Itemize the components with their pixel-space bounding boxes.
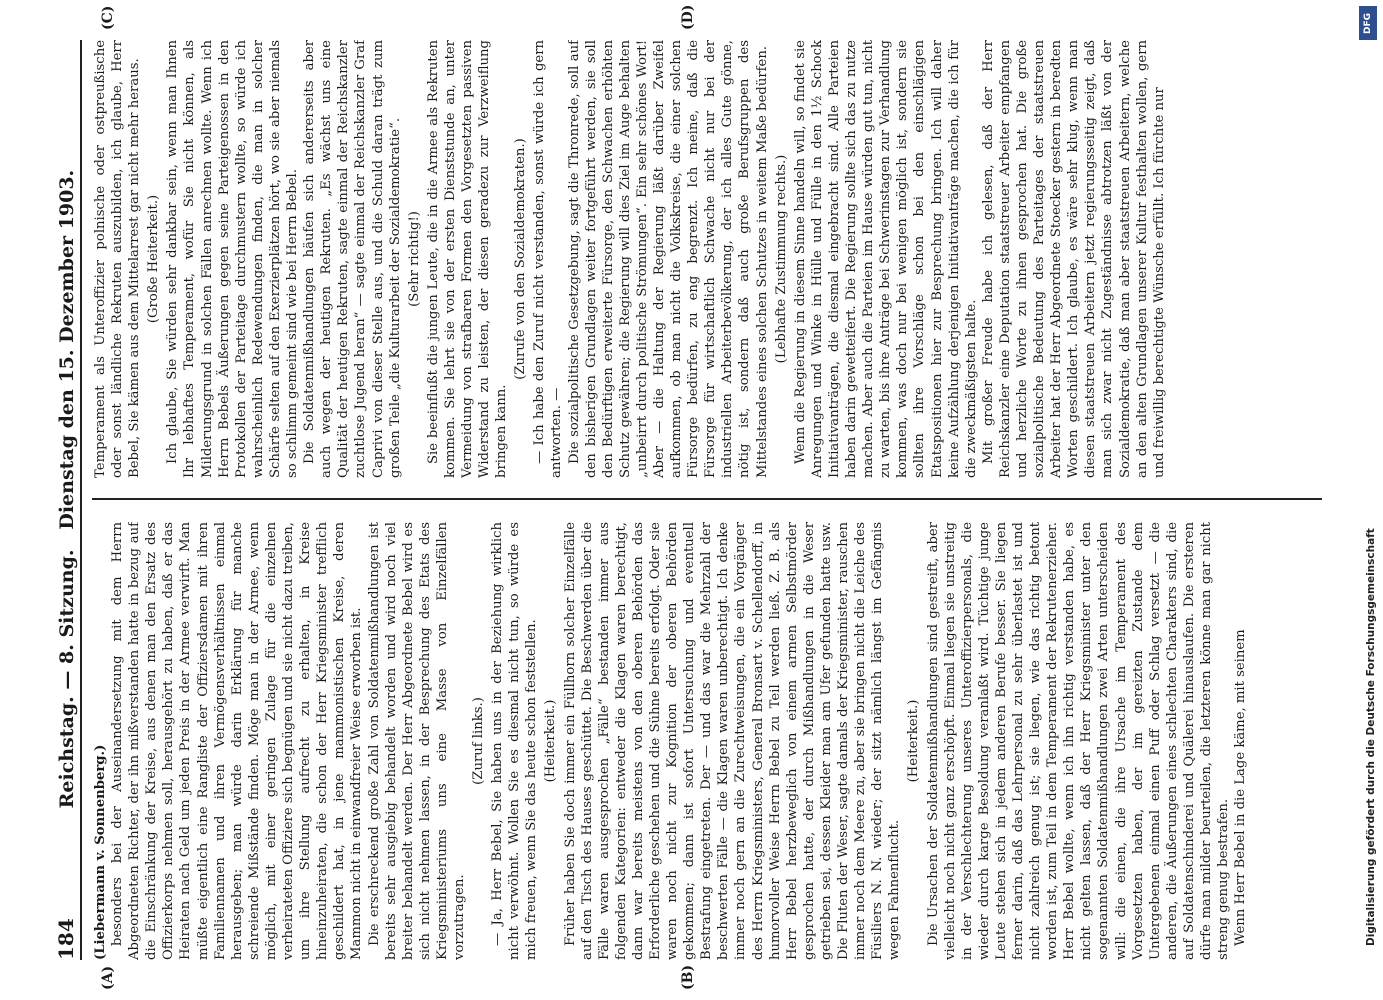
dfg-logo-stamp: DFG	[1359, 6, 1377, 40]
margin-mark-b: (B)	[680, 964, 696, 990]
paragraph: Ich glaube, Sie würden sehr dankbar sein, wenn man Ihnen Ihr lebhaftes Temperament, wofür Sie nicht können, als Milderungsgrund in solchen Fällen anrechnen wollte. Wenn ich Herrn Bebels Äußerungen gegen seine Parteigenossen in den Protokollen der Parteitage durchmustern wollte, so würde ich wahrscheinlich Redewendungen finden, die man in solcher Schärfe selten auf den Exerzierplätzen hört, wo sie aber niemals so schlimm gemeint sind wie bei Herrn Bebel.	[165, 40, 301, 478]
header-session: — 8. Sitzung.	[56, 549, 78, 690]
margin-mark-c: (C)	[100, 5, 116, 30]
paragraph: — Ja, Herr Bebel, Sie haben uns in der Beziehung wirklich nicht verwöhnt. Wollen Sie es diesmal nicht tun, so würde es mich freuen, wenn Sie das heute schon feststellen.	[490, 522, 540, 960]
paragraph: — Ich habe den Zuruf nicht verstanden, sonst würde ich gern antworten. —	[532, 40, 565, 478]
speaker-name: (Liebermann v. Sonnenberg.)	[93, 744, 108, 960]
margin-mark-a: (A)	[100, 965, 116, 990]
right-text-column	[92, 40, 1322, 478]
interjection: (Zuruf links.)	[471, 697, 487, 785]
paragraph: Die sozialpolitische Gesetzgebung, sagt die Thronrede, soll auf den bisherigen Grundlagen weiter fortgeführt werden, sie soll den Bedürftigen erweiterte Fürsorge, den Schwachen erhöhten Schutz gewähren; die Regierung will dies Ziel im Auge behalten „unbeirrt durch politische Strömungen“. Ein sehr schönes Wort! Aber — die Haltung der Regierung läßt darüber Zweifel aufkommen, ob man nicht die Volkskreise, die einer solchen Fürsorge bedürfen, zu eng begrenzt. Ich meine, daß die Fürsorge für wirtschaftlich Schwache nicht nur bei der industriellen Arbeiterbevölkerung, der ich alles Gute gönne, nötig ist, sondern daß auch große Berufsgruppen des Mittelstandes eines solchen Schutzes in weitem Maße bedürfen.	[566, 40, 770, 478]
paragraph: Die erschreckend große Zahl von Soldatenmißhandlungen ist bereits sehr ausgiebig behandelt worden und wird noch viel breiter behandelt werden. Der Herr Abgeordnete Bebel wird es sich nicht nehmen lassen, in der Besprechung des Etats des Kriegsministeriums uns eine Masse von Einzelfällen vorzutragen.	[366, 522, 467, 960]
header-date: Dienstag den 15. Dezember 1903.	[56, 169, 78, 530]
paragraph: Die Soldatenmißhandlungen häufen sich andererseits aber auch wegen der heutigen Rekruten. „Es wächst uns eine Qualität der heutigen Rekruten, sagte einmal der Reichskanzler zuchtlose Jugend heran“ — sagte einmal der Reichskanzler Graf Caprivi von dieser Stelle aus, und die Schuld daran trägt zum großen Teile „die Kulturarbeit der Sozialdemokratie“.	[302, 40, 403, 478]
paragraph: Temperament als Unteroffizier polnische oder ostpreußische oder sonst ländliche Rekruten auszubilden, ich glaube, Herr Bebel, Sie kämen aus dem Mittelarrest gar nicht mehr heraus.	[93, 40, 143, 478]
rotated-page-content	[40, 4, 1330, 990]
interjection: (Heiterkeit.)	[543, 699, 559, 783]
margin-mark-d: (D)	[680, 4, 696, 30]
page-number: 184	[54, 918, 78, 960]
header-title	[56, 170, 78, 809]
left-text-column	[92, 522, 1322, 960]
document-page	[40, 4, 1330, 990]
interjection: (Lebhafte Zustimmung rechts.)	[773, 154, 789, 364]
page-header	[40, 40, 82, 960]
paragraph: besonders bei der Auseinandersetzung mit dem Herrn Abgeordneten Richter, der ihn mißverstanden hatte in bezug auf die Einschränkung der Kreise, aus denen man den Ersatz des Offizierkorps nehmen soll, herausgehört zu haben, daß er das Heiraten nach Geld um jeden Preis in der Armee verwirft. Man müßte eigentlich eine Rangliste der Offiziersdamen mit ihren Familiennamen und ihren Vermögensverhältnissen einmal herausgeben; man würde darin Erklärung für manche schreiende Mißstände finden. Möge man in der Armee, wenn möglich, mit einer geringen Zulage für die einzelnen verheirateten Offiziere sich begnügen und sie nicht dazu treiben, um ihre Stellung aufrecht zu erhalten, in Kreise hineinzuheiraten, die schon der Herr Kriegsminister trefflich geschildert hat, in jene mammonistischen Kreise, deren Mammon nicht in einwandfreier Weise erworben ist.	[110, 522, 365, 960]
paragraph: Sie beeinflußt die jungen Leute, die in die Armee als Rekruten kommen. Sie lehrt sie von der ersten Dienststunde an, unter Vermeidung von strafbaren Formen den Vorgesetzten passiven Widerstand zu leisten, der diesen geradezu zur Verzweiflung bringen kann.	[425, 40, 510, 478]
interjection: (Zurufe von den Sozialdemokraten.)	[513, 138, 529, 380]
paragraph: Mit großer Freude habe ich gelesen, daß der Herr Reichskanzler eine Deputation staatstreuer Arbeiter empfangen und herzliche Worte zu ihnen gesprochen hat. Die große sozialpolitische Bedeutung des Parteitages der staatstreuen Arbeiter hat der Herr Abgeordnete Stoecker gestern in beredten Worten geschildert. Ich glaube, es wäre sehr klug, wenn man diesen staatstreuen Arbeitern jetzt regierungsseitig zeigt, daß man sich zwar nicht Zugeständnisse abtrotzen läßt von der Sozialdemokratie, daß man aber staatstreuen Arbeitern, welche an den alten Grundlagen unserer Kultur festhalten wollen, gern und freiwillig berechtigte Wünsche erfüllt. Ich fürchte nur	[980, 40, 1167, 478]
interjection: (Heiterkeit.)	[906, 699, 922, 783]
paragraph: Wenn Herr Bebel in die Lage käme, mit seinem	[1233, 629, 1249, 946]
paragraph: Früher haben Sie doch immer ein Füllhorn solcher Einzelfälle auf den Tisch des Hauses geschüttet. Die Beschwerden über die Fälle waren ausgesprochen „Fälle“ bestanden immer aus folgenden Kategorien: entweder die Klagen waren berechtigt, dann war bereits meistens von den oberen Behörden das Erforderliche geschehen und die Sühne bereits erfolgt. Oder sie waren noch nicht zur Kognition der oberen Behörden gekommen; dann ist sofort Untersuchung und eventuell Bestrafung eingetreten. Der — und das war die Mehrzahl der beschwerten Fälle — die Klagen waren unberechtigt. Ich denke immer noch gern an die Zurechtweisungen, die ein Vorgänger des Herrn Kriegsministers, General Bronsart v. Schellendorff, in humorvoller Weise Herrn Bebel zu Teil werden ließ. Z. B. als Herr Bebel herzbeweglich von einem armen Selbstmörder gesprochen hatte, der durch Mißhandlungen in die Weser getrieben sei, dessen Kleider man am Ufer gefunden hatte usw. Die Fluten der Weser, sagte damals der Kriegsminister, rauschen immer noch dem Meere zu, aber sie bringen nicht die Leiche des Füsiliers N. N. wieder; der sitzt nämlich längst im Gefängnis wegen Fahnenflucht.	[562, 522, 903, 960]
paragraph: Wenn die Regierung in diesem Sinne handeln will, so findet sie Anregungen und Winke in Hülle und Fülle in den 1½ Schock Initiativanträgen, die diesmal eingebracht sind. Alle Parteien haben darin gewetteifert. Die Regierung sollte sich das zu nutze machen. Aber auch die Parteien im Hause würden gut tun, nicht zu warten, bis ihre Anträge bei Schwerinstagen zur Verhandlung kommen, was doch nur bei wenigen möglich ist, sondern sie sollten ihre Vorschläge schon bei den einschlägigen Etatspositionen hier zur Besprechung bringen. Ich will daher keine Aufzählung derjenigen Initiativanträge machen, die ich für die zweckmäßigsten halte.	[792, 40, 979, 478]
paragraph: Die Ursachen der Soldatenmißhandlungen sind gestreift, aber vielleicht noch nicht ganz erschöpft. Einmal liegen sie unstreitig in der Verschlechterung unseres Unteroffizierpersonals, die wieder durch karge Besoldung veranlaßt wird. Tüchtige junge Leute stehen sich in jedem anderen Berufe besser. Sie liegen ferner darin, daß das Lehrpersonal zu sehr überlastet ist und nicht zahlreich genug ist; sie liegen, wie das richtig betont worden ist, zum Teil in dem Temperament der Rekrutenerzieher. Herr Bebel wollte, wenn ich ihn richtig verstanden habe, es nicht gelten lassen, daß der Herr Kriegsminister unter den sogenannten Soldatenmißhandlungen zwei Arten unterscheiden will: die einen, die ihre Ursache im Temperament des Vorgesetzten haben, der im gereizten Zustande dem Untergebenen einmal einen Puff oder Schlag versetzt — die anderen, die Äußerungen eines schlechten Charakters sind, die auf Soldatenschinderei und Quälerei hinauslaufen. Die ersteren dürfe man milder beurteilen, die letzteren könne man gar nicht streng genug bestrafen.	[925, 522, 1232, 960]
digitization-credit: Digitalisierung gefördert durch die Deutsche Forschungsgemeinschaft	[1365, 528, 1377, 946]
interjection: (Sehr richtig!)	[406, 211, 422, 307]
header-left-title: Reichstag.	[56, 696, 78, 809]
interjection: (Große Heiterkeit.)	[146, 194, 162, 324]
column-divider	[92, 498, 1322, 500]
